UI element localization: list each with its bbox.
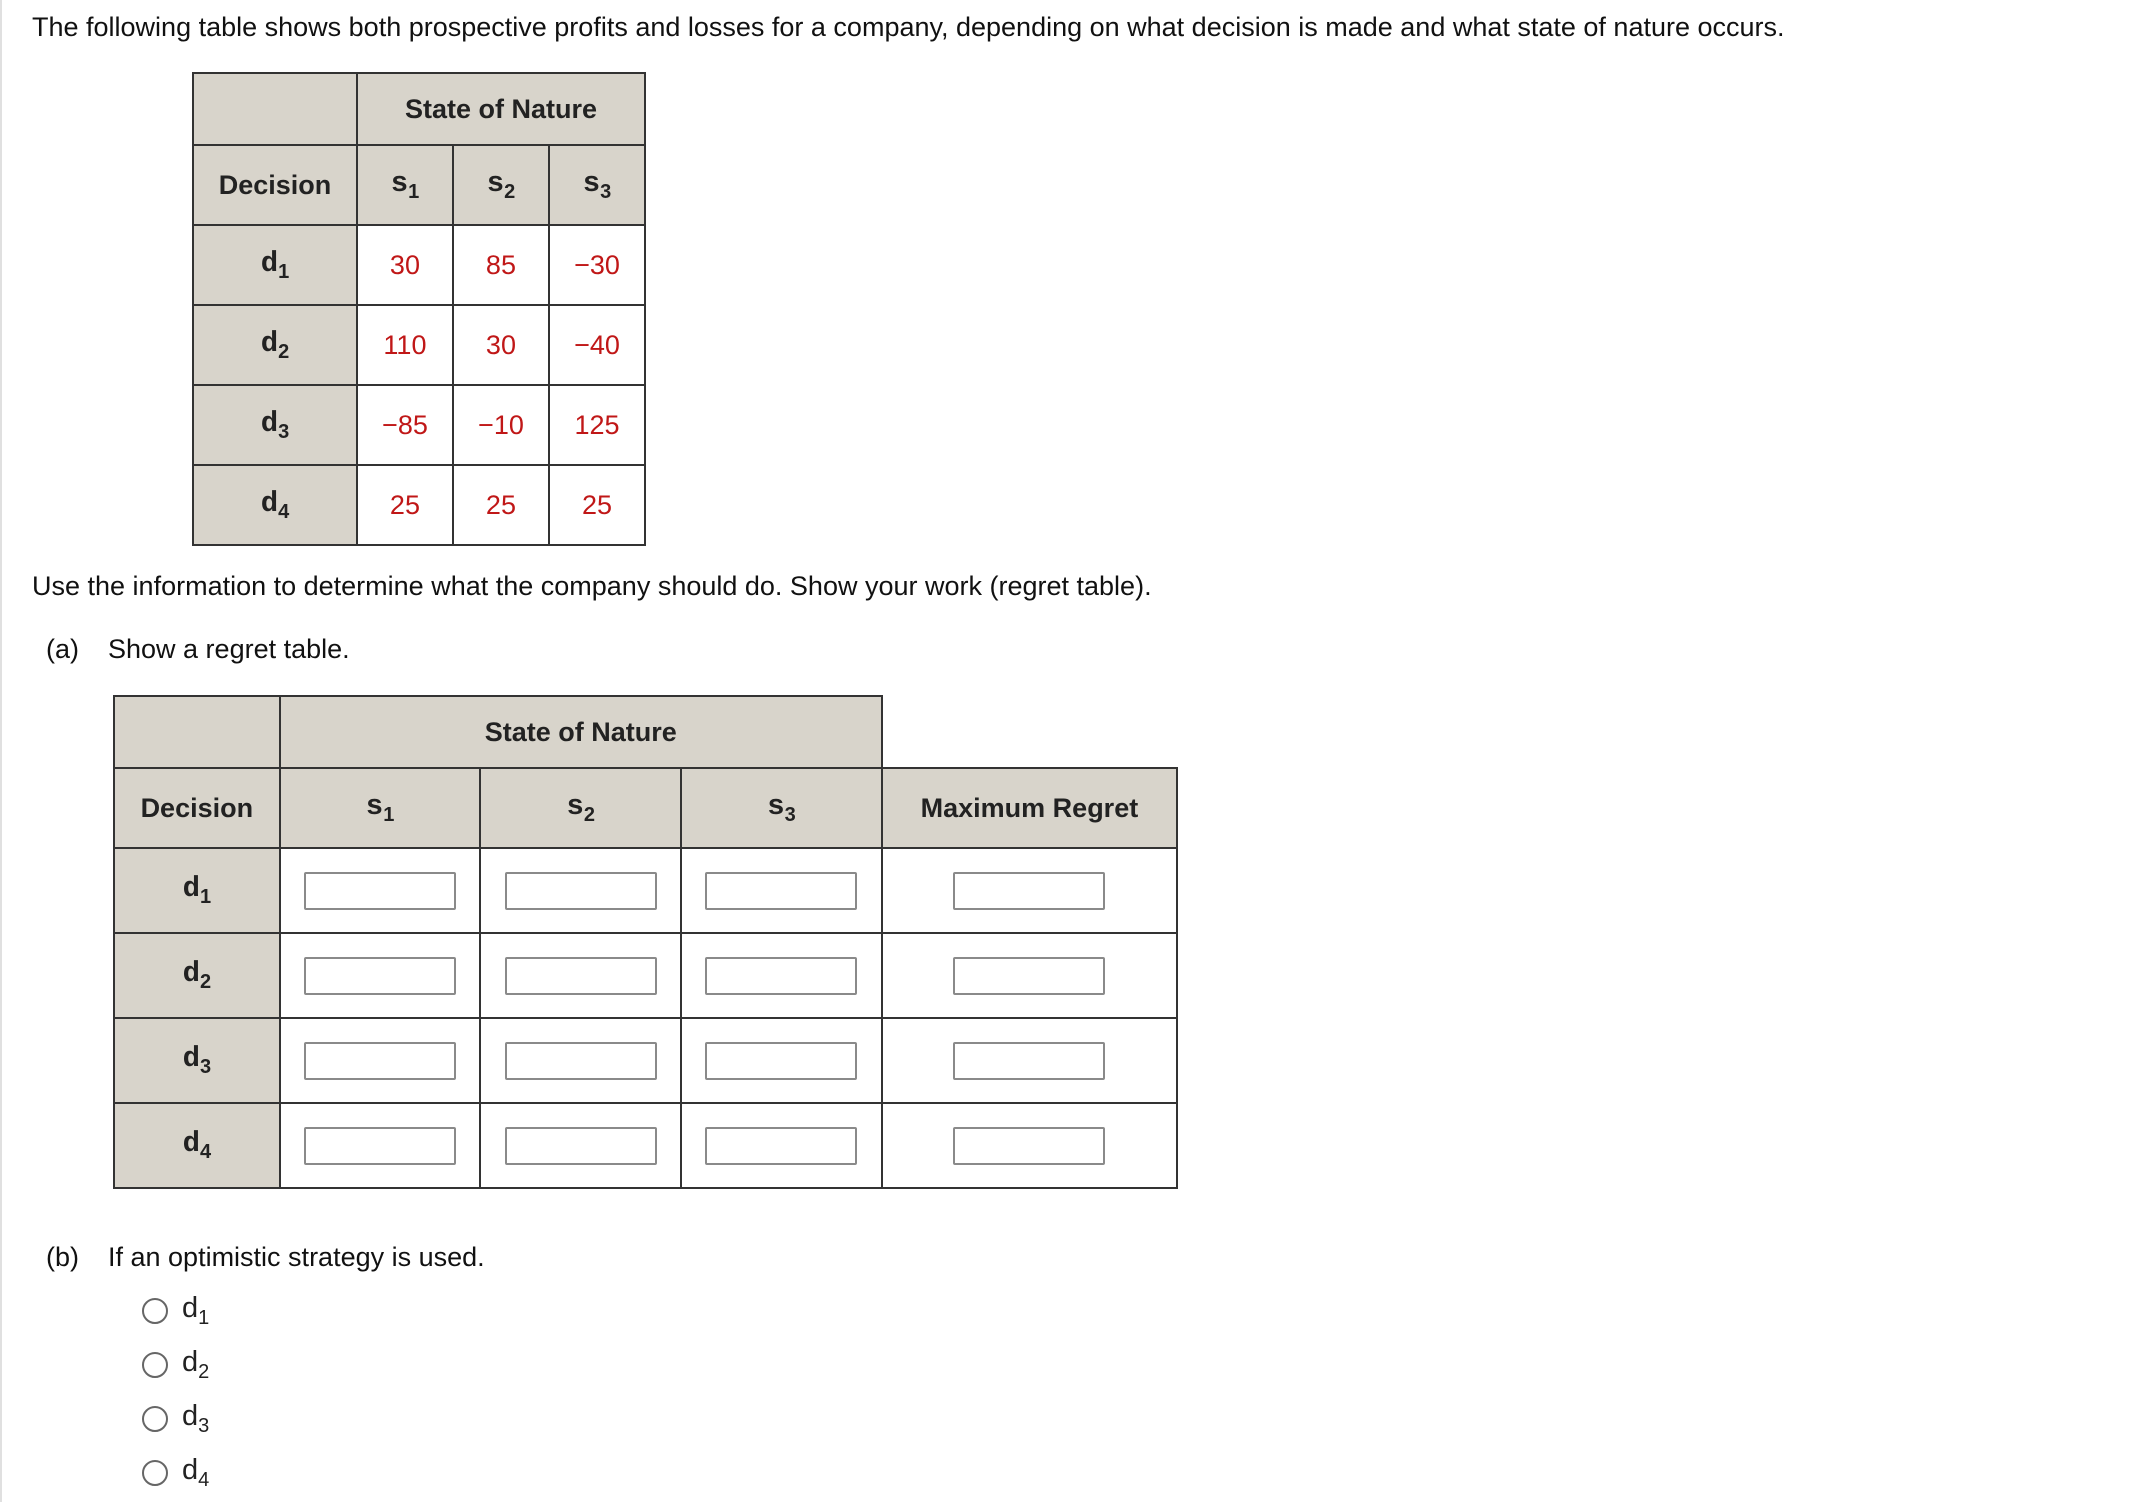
- payoff-value: 25: [549, 465, 645, 545]
- regret-input-d1-s3[interactable]: [705, 872, 857, 910]
- part-b-text: If an optimistic strategy is used.: [108, 1242, 485, 1272]
- option-d3[interactable]: [142, 1400, 209, 1438]
- instruction-text: Use the information to determine what the company should do. Show your work (regret table).: [32, 571, 1152, 601]
- table-row: [193, 305, 645, 385]
- part-a-prompt: [46, 634, 350, 665]
- regret-table: [113, 695, 1178, 1189]
- state-of-nature-header: State of Nature: [357, 73, 645, 145]
- table-row: [114, 1018, 1177, 1103]
- intro-text: The following table shows both prospective profits and losses for a company, depending on what decision is made and what state of nature occurs.: [32, 12, 1785, 42]
- corner-cell: [193, 73, 357, 145]
- empty-cell: [882, 696, 1177, 768]
- payoff-value: 85: [453, 225, 549, 305]
- part-b-prompt: [46, 1242, 485, 1273]
- regret-input-d1-s2[interactable]: [505, 872, 657, 910]
- option-label: $d_2$: [182, 1346, 210, 1383]
- decision-d2: $d_2$: [193, 305, 357, 385]
- regret-input-d1-s1[interactable]: [304, 872, 456, 910]
- option-d4[interactable]: [142, 1454, 209, 1492]
- option-d2[interactable]: [142, 1346, 209, 1384]
- max-regret-input-d1[interactable]: [953, 872, 1105, 910]
- decision-d3: $d_3$: [114, 1018, 280, 1103]
- regret-input-d3-s1[interactable]: [304, 1042, 456, 1080]
- regret-input-d4-s3[interactable]: [705, 1127, 857, 1165]
- regret-input-d4-s1[interactable]: [304, 1127, 456, 1165]
- left-border: [0, 0, 2, 1502]
- payoff-table: [192, 72, 646, 546]
- decision-d4: $d_4$: [193, 465, 357, 545]
- decision-d1: $d_1$: [114, 848, 280, 933]
- regret-input-d2-s2[interactable]: [505, 957, 657, 995]
- state-header-s3: $s_3$: [549, 145, 645, 225]
- regret-input-d2-s3[interactable]: [705, 957, 857, 995]
- state-of-nature-header: State of Nature: [280, 696, 882, 768]
- table-row: [114, 933, 1177, 1018]
- radio-button[interactable]: [142, 1406, 168, 1432]
- table-row: [114, 848, 1177, 933]
- decision-header: Decision: [193, 145, 357, 225]
- payoff-value: 30: [453, 305, 549, 385]
- max-regret-input-d3[interactable]: [953, 1042, 1105, 1080]
- payoff-value: −85: [357, 385, 453, 465]
- part-a-text: Show a regret table.: [108, 634, 350, 664]
- state-header-s3: $s_3$: [681, 768, 882, 848]
- decision-d3: $d_3$: [193, 385, 357, 465]
- state-header-s2: $s_2$: [453, 145, 549, 225]
- regret-input-d4-s2[interactable]: [505, 1127, 657, 1165]
- radio-button[interactable]: [142, 1298, 168, 1324]
- payoff-value: −10: [453, 385, 549, 465]
- decision-d4: $d_4$: [114, 1103, 280, 1188]
- payoff-value: 30: [357, 225, 453, 305]
- table-row: [114, 1103, 1177, 1188]
- table-row: [193, 225, 645, 305]
- payoff-value: −30: [549, 225, 645, 305]
- payoff-value: 125: [549, 385, 645, 465]
- radio-button[interactable]: [142, 1352, 168, 1378]
- decision-d2: $d_2$: [114, 933, 280, 1018]
- regret-input-d3-s3[interactable]: [705, 1042, 857, 1080]
- option-label: $d_3$: [182, 1400, 210, 1437]
- payoff-value: −40: [549, 305, 645, 385]
- table-row: [193, 465, 645, 545]
- regret-input-d3-s2[interactable]: [505, 1042, 657, 1080]
- state-header-s1: $s_1$: [357, 145, 453, 225]
- option-label: $d_1$: [182, 1292, 210, 1329]
- radio-button[interactable]: [142, 1460, 168, 1486]
- max-regret-input-d2[interactable]: [953, 957, 1105, 995]
- option-label: $d_4$: [182, 1454, 210, 1491]
- option-d1[interactable]: [142, 1292, 209, 1330]
- payoff-value: 110: [357, 305, 453, 385]
- table-row: [193, 385, 645, 465]
- part-b-label: (b): [46, 1242, 79, 1272]
- corner-cell: [114, 696, 280, 768]
- part-a-label: (a): [46, 634, 79, 664]
- payoff-value: 25: [453, 465, 549, 545]
- decision-header: Decision: [114, 768, 280, 848]
- state-header-s2: $s_2$: [480, 768, 681, 848]
- maximum-regret-header: Maximum Regret: [882, 768, 1177, 848]
- max-regret-input-d4[interactable]: [953, 1127, 1105, 1165]
- payoff-value: 25: [357, 465, 453, 545]
- decision-d1: $d_1$: [193, 225, 357, 305]
- state-header-s1: $s_1$: [280, 768, 481, 848]
- regret-input-d2-s1[interactable]: [304, 957, 456, 995]
